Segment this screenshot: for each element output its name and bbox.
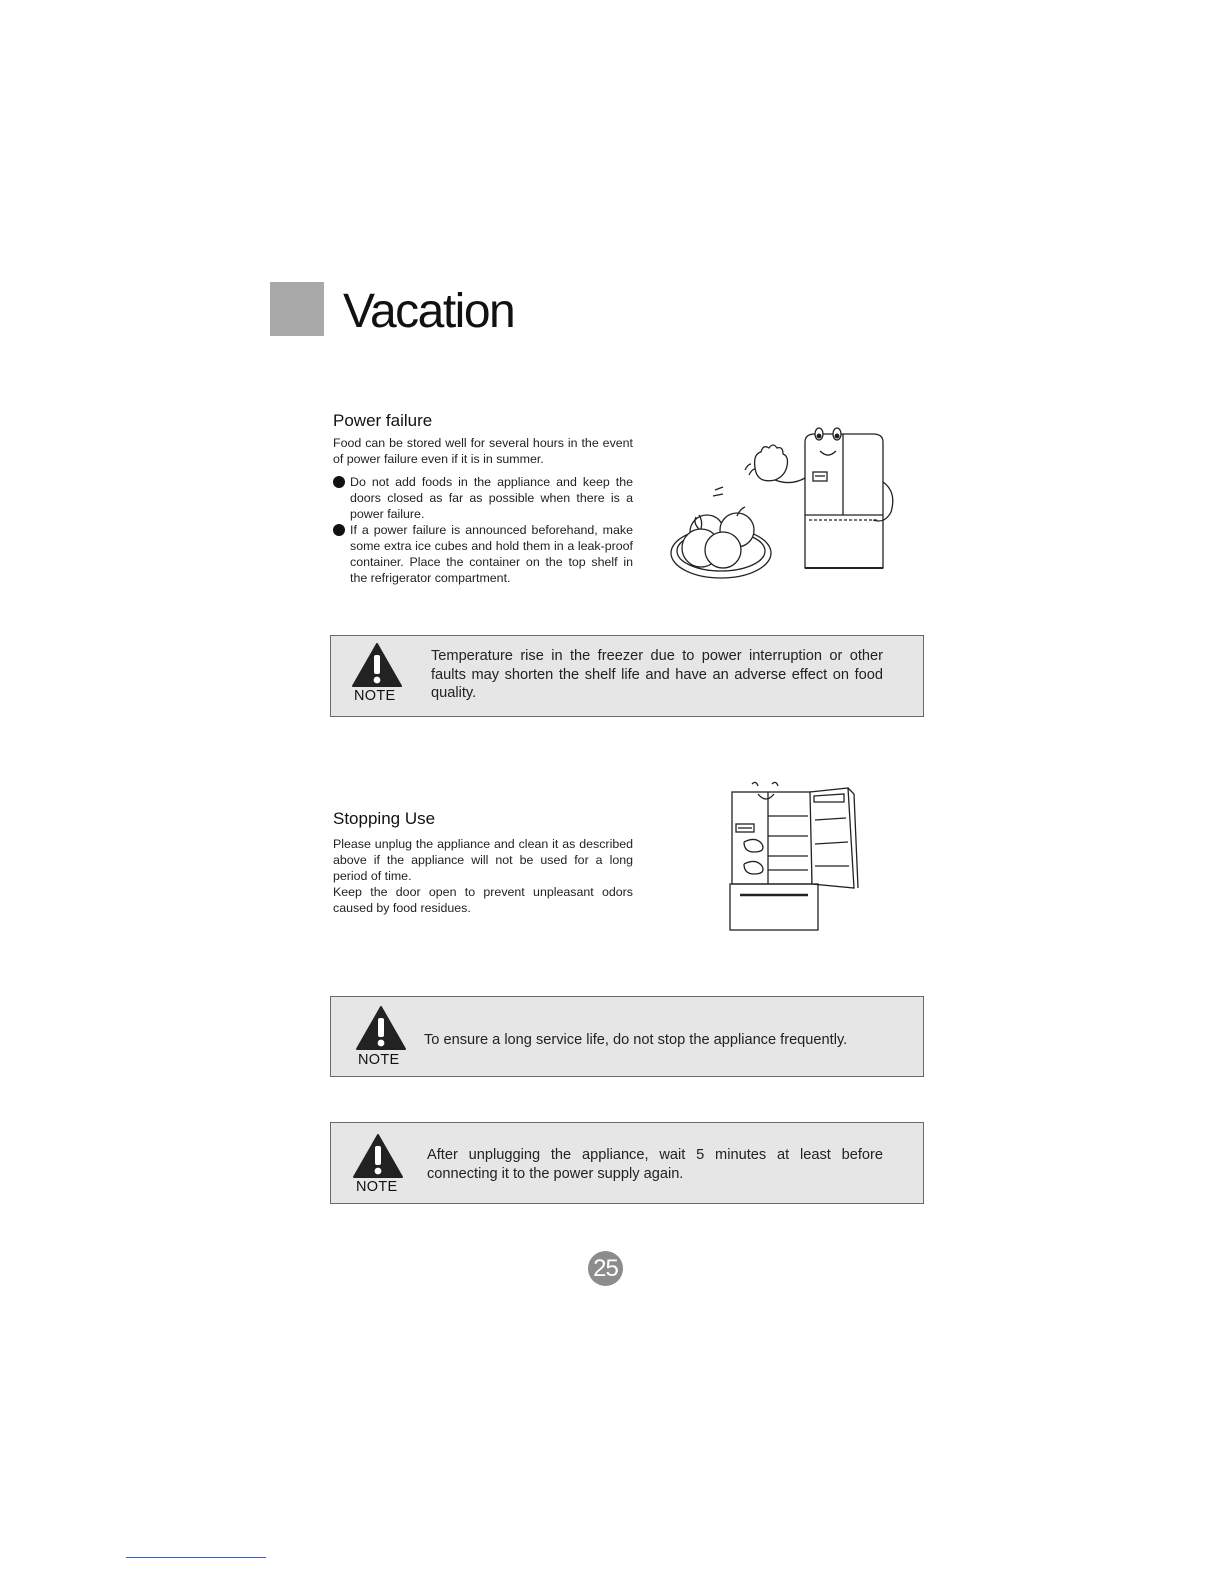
list-item: [333, 474, 633, 522]
stopping-use-text-1: Please unplug the appliance and clean it as described above if the appliance will not be used for a long period of time.: [333, 837, 633, 883]
page-title: Vacation: [343, 285, 515, 338]
stopping-use-text-2: Keep the door open to prevent unpleasant odors caused by food residues.: [333, 885, 633, 915]
note-label: NOTE: [356, 1179, 398, 1195]
footer-divider: [126, 1557, 266, 1558]
power-failure-heading: Power failure: [333, 411, 433, 430]
warning-triangle-icon: [352, 1133, 404, 1179]
note-box-service-life: [330, 996, 924, 1077]
power-failure-bullets: [333, 474, 633, 586]
note-label: NOTE: [358, 1052, 400, 1068]
bullet-icon: [333, 476, 345, 488]
bullet-icon: [333, 524, 345, 536]
note-box-unplugging: [330, 1122, 924, 1204]
note-text: After unplugging the appliance, wait 5 minutes at least before connecting it to the power supply again.: [427, 1147, 883, 1182]
note-label: NOTE: [354, 688, 396, 704]
fridge-apples-illustration: [665, 420, 895, 588]
bullet-text: Do not add foods in the appliance and keep the doors closed as far as possible when there is a power failure.: [350, 475, 633, 521]
note-text: To ensure a long service life, do not stop the appliance frequently.: [424, 1032, 848, 1048]
section-square-icon: [270, 282, 324, 336]
list-item: [333, 522, 633, 586]
warning-triangle-icon: [355, 1005, 407, 1051]
power-failure-intro: Food can be stored well for several hours in the event of power failure even if it is in summer.: [333, 436, 633, 466]
note-text: Temperature rise in the freezer due to power interruption or other faults may shorten the shelf life and have an adverse effect on food quality.: [431, 648, 883, 701]
bullet-text: If a power failure is announced beforehand, make some extra ice cubes and hold them in a leak-proof container. Place the container on the top shelf in the refrigerator compartment.: [350, 523, 633, 585]
warning-triangle-icon: [351, 642, 403, 688]
note-box-temperature: [330, 635, 924, 717]
page-number-badge: 25: [588, 1251, 623, 1286]
open-fridge-illustration: [728, 780, 863, 934]
stopping-use-heading: Stopping Use: [333, 809, 436, 828]
